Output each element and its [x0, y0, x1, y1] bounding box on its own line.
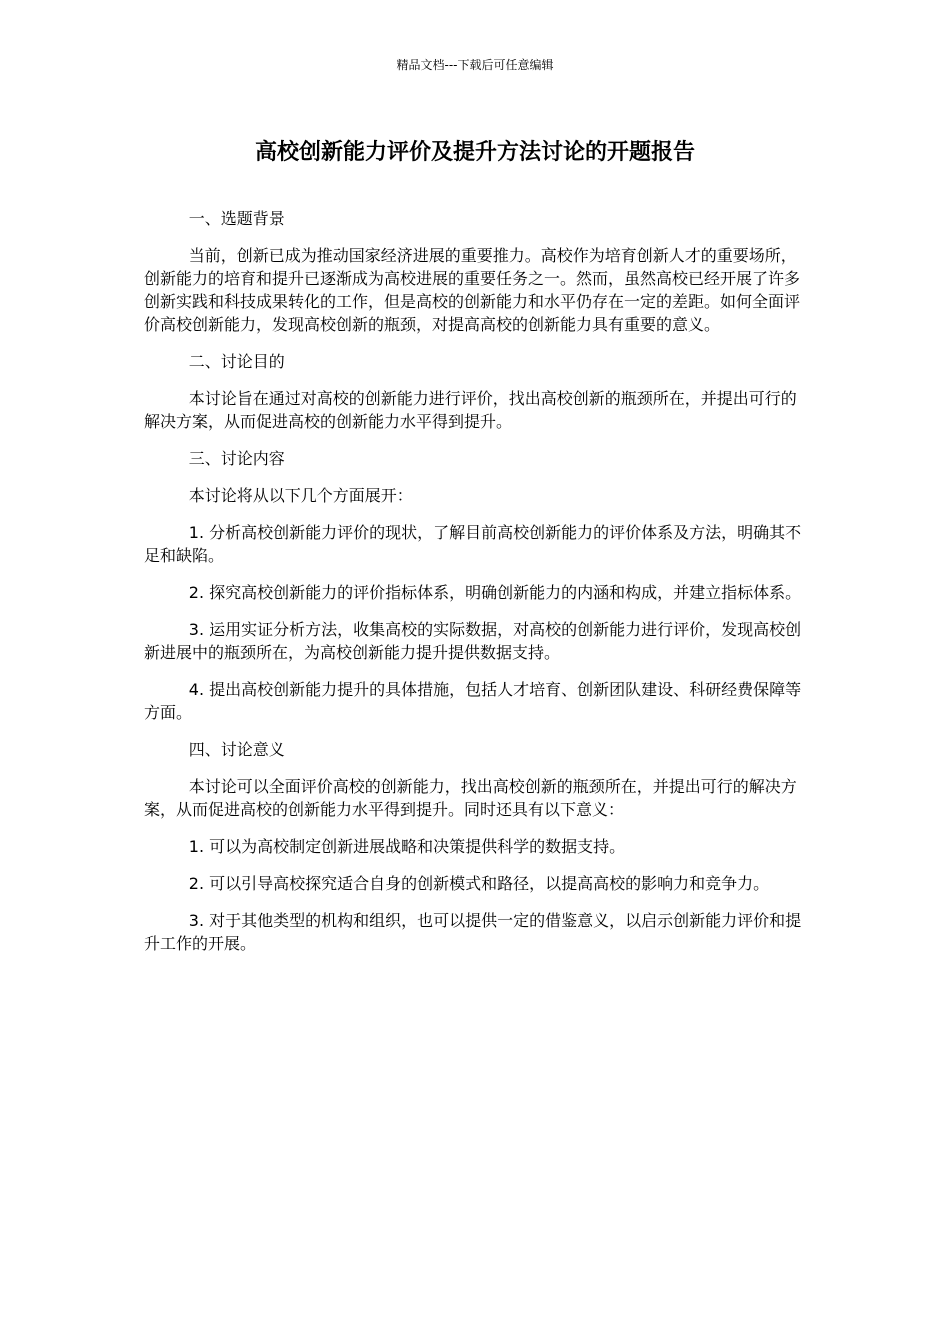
- section-heading-significance: 四、讨论意义: [188, 740, 285, 759]
- list-item-content-2: 2. 探究高校创新能力的评价指标体系，明确创新能力的内涵和构成，并建立指标体系。: [188, 583, 802, 602]
- section-heading-background: 一、选题背景: [188, 209, 285, 228]
- document-body: [144, 207, 808, 969]
- section-heading-purpose: 二、讨论目的: [188, 352, 285, 371]
- header-note: 精品文档---下载后可任意编辑: [396, 58, 554, 72]
- paragraph-background: 当前，创新已成为推动国家经济进展的重要推力。高校作为培育创新人才的重要场所，创新能力的培育和提升已逐渐成为高校进展的重要任务之一。然而，虽然高校已经开展了许多创新实践和科技成果转化的工作，但是高校的创新能力和水平仍存在一定的差距。如何全面评价高校创新能力，发现高校创新的瓶颈，对提高高校的创新能力具有重要的意义。: [144, 246, 801, 334]
- document-title: 高校创新能力评价及提升方法讨论的开题报告: [254, 140, 695, 165]
- section-heading-content: 三、讨论内容: [188, 449, 285, 468]
- list-item-content-3: 3. 运用实证分析方法，收集高校的实际数据，对高校的创新能力进行评价，发现高校创新进展中的瓶颈所在，为高校创新能力提升提供数据支持。: [144, 620, 802, 662]
- paragraph-content-intro: 本讨论将从以下几个方面展开：: [188, 486, 413, 505]
- list-item-significance-3: 3. 对于其他类型的机构和组织，也可以提供一定的借鉴意义，以启示创新能力评价和提升工作的开展。: [144, 911, 802, 953]
- list-item-content-4: 4. 提出高校创新能力提升的具体措施，包括人才培育、创新团队建设、科研经费保障等方面。: [144, 680, 802, 722]
- list-item-significance-2: 2. 可以引导高校探究适合自身的创新模式和路径，以提高高校的影响力和竞争力。: [188, 874, 770, 893]
- paragraph-purpose: 本讨论旨在通过对高校的创新能力进行评价，找出高校创新的瓶颈所在，并提出可行的解决方案，从而促进高校的创新能力水平得到提升。: [144, 389, 797, 431]
- list-item-content-1: 1. 分析高校创新能力评价的现状，了解目前高校创新能力的评价体系及方法，明确其不足和缺陷。: [144, 523, 802, 565]
- list-item-significance-1: 1. 可以为高校制定创新进展战略和决策提供科学的数据支持。: [188, 837, 626, 856]
- paragraph-significance: 本讨论可以全面评价高校的创新能力，找出高校创新的瓶颈所在，并提出可行的解决方案，从而促进高校的创新能力水平得到提升。同时还具有以下意义：: [144, 777, 797, 819]
